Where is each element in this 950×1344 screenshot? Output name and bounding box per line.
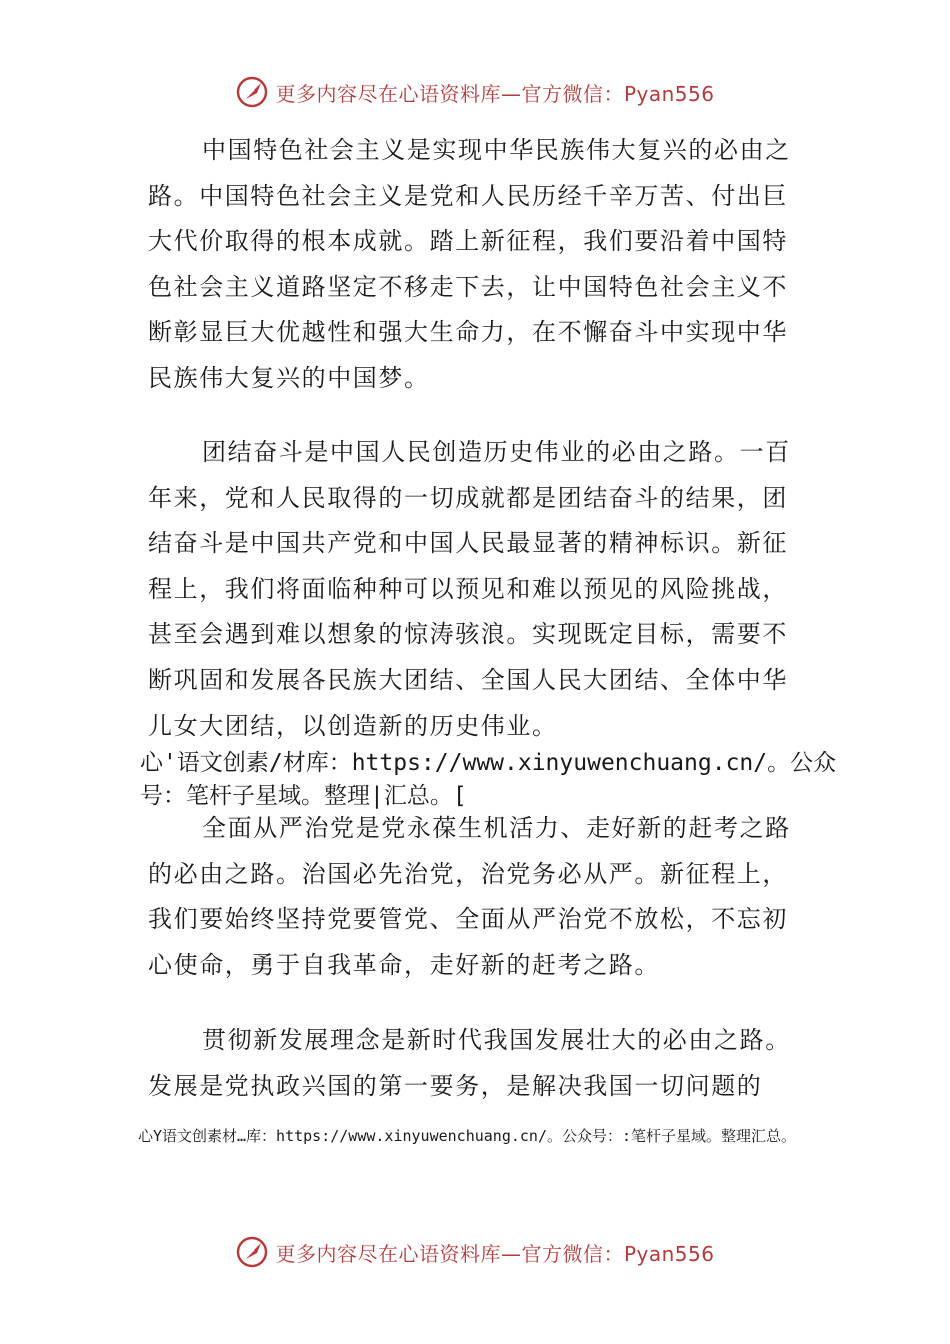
header-banner xyxy=(0,70,950,114)
paragraph-2: 团结奋斗是中国人民创造历史伟业的必由之路。一百年来，党和人民取得的一切成就都是团结奋斗的结果，团结奋斗是中国共产党和中国人民最显著的精神标识。新征程上，我们将面临种种可以预见和难以预见的风险挑战，甚至会遇到难以想象的惊涛骇浪。实现既定目标，需要不断巩固和发展各民族大团结、全国人民大团结、全体中华儿女大团结，以创造新的历史伟业。 xyxy=(148,438,791,740)
paragraph-3: 全面从严治党是党永葆生机活力、走好新的赶考之路的必由之路。治国必先治党，治党务必从严。新征程上，我们要始终坚持党要管党、全面从严治党不放松，不忘初心使命，勇于自我革命，走好新的赶考之路。 xyxy=(148,814,791,979)
inline-source-note: 心'语文创素/材库：https://www.xinyuwenchuang.cn/。公众号：笔杆子星域。整理|汇总。[ xyxy=(140,750,837,809)
quill-logo-icon xyxy=(235,75,269,109)
paragraph-1: 中国特色社会主义是实现中华民族伟大复兴的必由之路。中国特色社会主义是党和人民历经千辛万苦、付出巨大代价取得的根本成就。踏上新征程，我们要沿着中国特色社会主义道路坚定不移走下去，让中国特色社会主义不断彰显巨大优越性和强大生命力，在不懈奋斗中实现中华民族伟大复兴的中国梦。 xyxy=(148,136,791,392)
footer-banner xyxy=(0,1230,950,1274)
banner-text: 更多内容尽在心语资料库—官方微信：Pyan556 xyxy=(275,1241,715,1266)
footnote: 心Y语文创素材…库：https://www.xinyuwenchuang.cn/。公众号：:笔杆子星域。整理汇总。 xyxy=(138,1127,797,1145)
quill-logo-icon xyxy=(235,1235,269,1269)
banner-text: 更多内容尽在心语资料库—官方微信：Pyan556 xyxy=(275,81,715,106)
paragraph-4: 贯彻新发展理念是新时代我国发展壮大的必由之路。发展是党执政兴国的第一要务，是解决我国一切问题的 xyxy=(148,1026,791,1100)
